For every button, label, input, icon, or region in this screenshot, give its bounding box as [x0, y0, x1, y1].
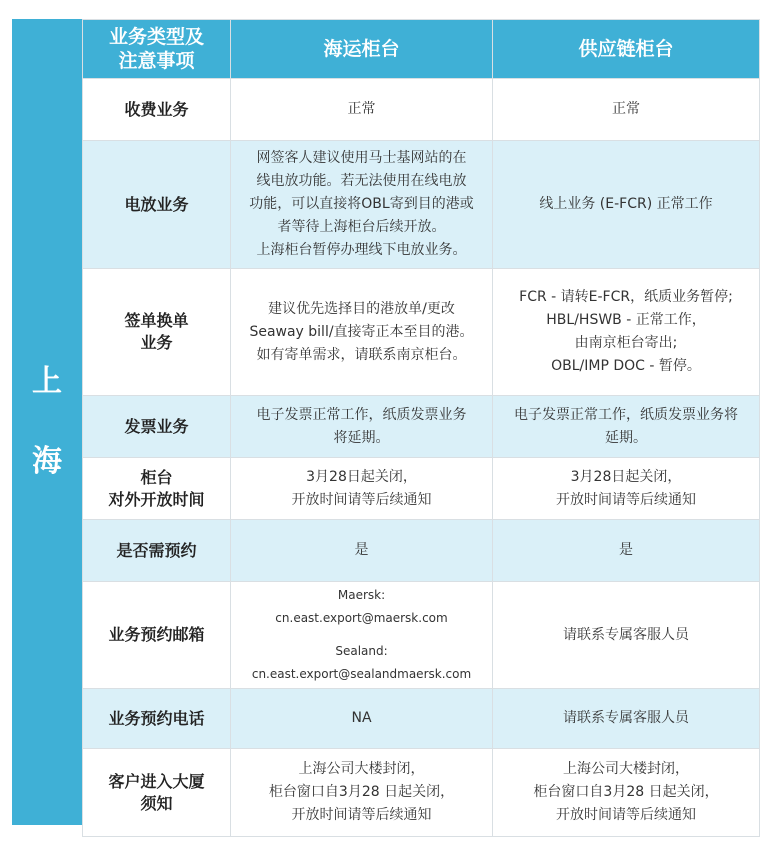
table-row: [83, 520, 760, 582]
sealand-email-link[interactable]: cn.east.export@sealandmaersk.com: [251, 667, 472, 681]
row-label-fees: 收费业务: [83, 79, 231, 141]
maersk-email-link[interactable]: cn.east.export@maersk.com: [275, 611, 448, 625]
table-row: [83, 582, 760, 689]
header-row: [83, 20, 760, 79]
cell-sea-telex-release: 网签客人建议使用马士基网站的在 线电放功能。若无法使用在线电放 功能，可以直接将OBL寄到目的港或 者等待上海柜台后续开放。 上海柜台暂停办理线下电放业务。: [231, 141, 493, 269]
row-label-bill-exchange: 签单换单 业务: [83, 269, 231, 396]
cell-sea-booking-phone: NA: [231, 689, 493, 749]
row-label-booking-phone: 业务预约电话: [83, 689, 231, 749]
city-side-label: [12, 19, 82, 825]
row-label-booking-email: 业务预约邮箱: [83, 582, 231, 689]
table-row: [83, 689, 760, 749]
header-sea-counter: 海运柜台: [231, 20, 493, 79]
cell-supply-opening-hours: 3月28日起关闭， 开放时间请等后续通知: [493, 458, 760, 520]
cell-sea-invoice: 电子发票正常工作，纸质发票业务 将延期。: [231, 396, 493, 458]
cell-supply-fees: 正常: [493, 79, 760, 141]
table-row: [83, 458, 760, 520]
row-label-telex-release: 电放业务: [83, 141, 231, 269]
service-table: [82, 19, 760, 837]
maersk-label: Maersk:: [337, 588, 386, 602]
table-row: [83, 269, 760, 396]
cell-supply-building-entry: 上海公司大楼封闭， 柜台窗口自3月28 日起关闭， 开放时间请等后续通知: [493, 749, 760, 837]
sealand-label: Sealand:: [335, 644, 388, 658]
row-label-appointment-required: 是否需预约: [83, 520, 231, 582]
cell-supply-invoice: 电子发票正常工作，纸质发票业务将 延期。: [493, 396, 760, 458]
city-char-2: 海: [32, 444, 62, 479]
cell-sea-bill-exchange: 建议优先选择目的港放单/更改 Seaway bill/直接寄正本至目的港。 如有寄单需求，请联系南京柜台。: [231, 269, 493, 396]
header-category: 业务类型及 注意事项: [83, 20, 231, 79]
cell-sea-appointment-required: 是: [231, 520, 493, 582]
row-label-building-entry: 客户进入大厦 须知: [83, 749, 231, 837]
table-row: [83, 396, 760, 458]
table-row: [83, 749, 760, 837]
table-row: [83, 79, 760, 141]
cell-sea-building-entry: 上海公司大楼封闭， 柜台窗口自3月28 日起关闭， 开放时间请等后续通知: [231, 749, 493, 837]
city-char-1: 上: [32, 364, 62, 399]
cell-supply-booking-email: 请联系专属客服人员: [493, 582, 760, 689]
cell-sea-opening-hours: 3月28日起关闭， 开放时间请等后续通知: [231, 458, 493, 520]
cell-supply-telex-release: 线上业务 (E-FCR) 正常工作: [493, 141, 760, 269]
row-label-opening-hours: 柜台 对外开放时间: [83, 458, 231, 520]
cell-supply-booking-phone: 请联系专属客服人员: [493, 689, 760, 749]
header-supply-counter: 供应链柜台: [493, 20, 760, 79]
table-row: [83, 141, 760, 269]
row-label-invoice: 发票业务: [83, 396, 231, 458]
cell-sea-fees: 正常: [231, 79, 493, 141]
cell-supply-bill-exchange: FCR - 请转E-FCR，纸质业务暂停; HBL/HSWB - 正常工作， 由南京柜台寄出; OBL/IMP DOC - 暂停。: [493, 269, 760, 396]
cell-sea-booking-email: [231, 582, 493, 689]
cell-supply-appointment-required: 是: [493, 520, 760, 582]
